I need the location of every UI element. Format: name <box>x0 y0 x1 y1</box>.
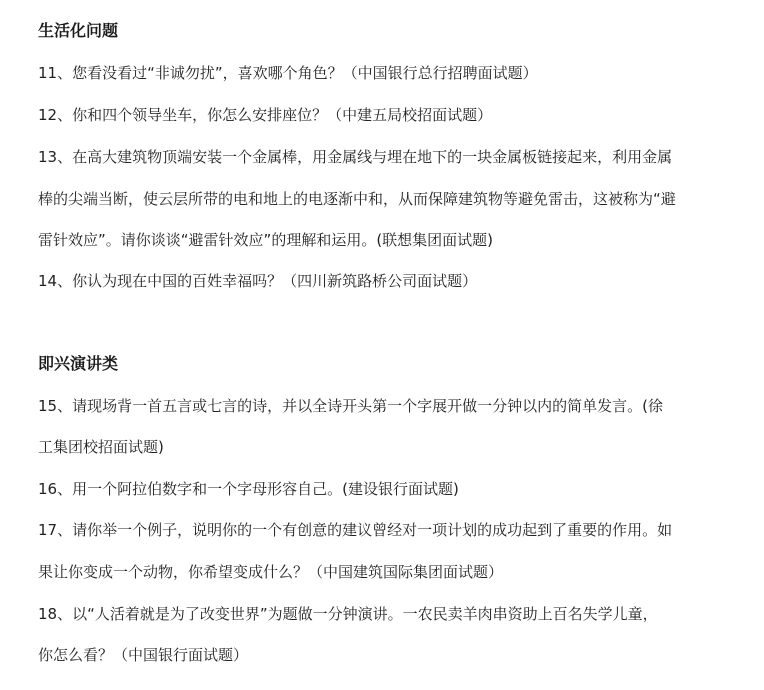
section-heading-life-questions: 生活化问题 <box>38 21 119 40</box>
question-17-line-1: 17、请你举一个例子，说明你的一个有创意的建议曾经对一项计划的成功起到了重要的作用。如 <box>38 521 673 539</box>
question-11: 11、您看没看过“非诚勿扰”，喜欢哪个角色？（中国银行总行招聘面试题） <box>38 64 538 82</box>
question-13-line-2: 棒的尖端当断，使云层所带的电和地上的电逐渐中和，从而保障建筑物等避免雷击，这被称为“避 <box>38 190 676 208</box>
question-15-line-1: 15、请现场背一首五言或七言的诗，并以全诗开头第一个字展开做一分钟以内的简单发言。(徐 <box>38 397 663 415</box>
question-17-line-2: 果让你变成一个动物，你希望变成什么？（中国建筑国际集团面试题） <box>38 563 504 581</box>
question-13-line-1: 13、在高大建筑物顶端安装一个金属棒，用金属线与埋在地下的一块金属板链接起来，利用金属 <box>38 148 673 166</box>
question-14: 14、你认为现在中国的百姓幸福吗？（四川新筑路桥公司面试题） <box>38 272 478 290</box>
question-18-line-1: 18、以“人活着就是为了改变世界”为题做一分钟演讲。一农民卖羊肉串资助上百名失学儿童， <box>38 605 658 623</box>
section-heading-impromptu-speech: 即兴演讲类 <box>38 354 119 373</box>
question-16: 16、用一个阿拉伯数字和一个字母形容自己。(建设银行面试题) <box>38 480 459 498</box>
question-12: 12、你和四个领导坐车，你怎么安排座位？（中建五局校招面试题） <box>38 106 493 124</box>
question-18-line-2: 你怎么看？（中国银行面试题） <box>38 646 249 664</box>
question-13-line-3: 雷针效应”。请你谈谈“避雷针效应”的理解和运用。(联想集团面试题) <box>38 231 494 249</box>
question-15-line-2: 工集团校招面试题) <box>38 438 164 456</box>
